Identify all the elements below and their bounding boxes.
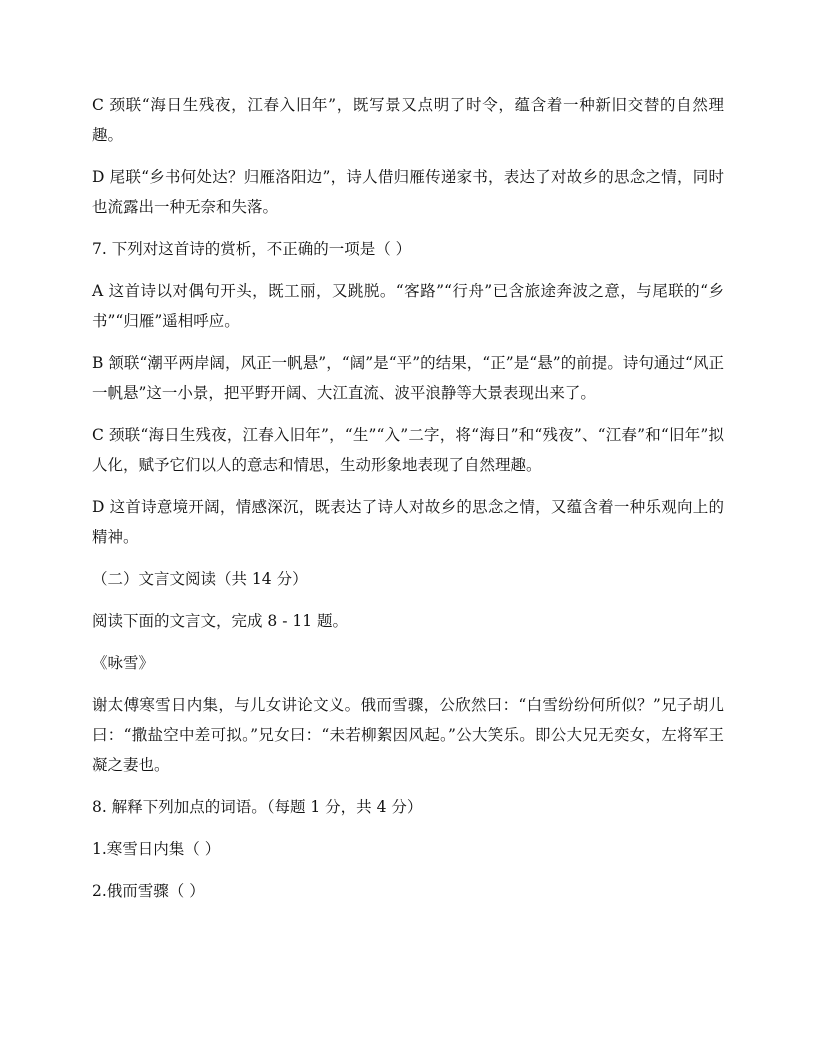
document-page [92, 90, 724, 918]
question-7-option-a: A 这首诗以对偶句开头，既工丽，又跳脱。“客路”“行舟”已含旅途奔波之意，与尾联的“乡书”“归雁”遥相呼应。 [92, 282, 724, 330]
question-8-stem: 8. 解释下列加点的词语。（每题 1 分，共 4 分） [92, 798, 423, 816]
section-heading-classical-chinese: （二）文言文阅读（共 14 分） [92, 570, 308, 588]
option-d-analysis: D 尾联“乡书何处达？归雁洛阳边”，诗人借归雁传递家书，表达了对故乡的思念之情，同时也流露出一种无奈和失落。 [92, 168, 724, 216]
question-7-stem: 7. 下列对这首诗的赏析，不正确的一项是（ ） [92, 240, 412, 258]
passage-title: 《咏雪》 [92, 654, 155, 672]
question-8-item-1: 1.寒雪日内集（ ） [92, 840, 221, 858]
option-c-analysis: C 颈联“海日生残夜，江春入旧年”，既写景又点明了时令，蕴含着一种新旧交替的自然理趣。 [92, 96, 724, 144]
passage-body: 谢太傅寒雪日内集，与儿女讲论文义。俄而雪骤，公欣然曰：“白雪纷纷何所似？”兄子胡儿曰：“撒盐空中差可拟。”兄女曰：“未若柳絮因风起。”公大笑乐。即公大兄无奕女，左将军王凝之妻也。 [92, 696, 724, 774]
question-7-option-d: D 这首诗意境开阔，情感深沉，既表达了诗人对故乡的思念之情，又蕴含着一种乐观向上的精神。 [92, 498, 724, 546]
question-8-item-2: 2.俄而雪骤（ ） [92, 882, 205, 900]
question-7-option-c: C 颈联“海日生残夜，江春入旧年”，“生”“入”二字，将“海日”和“残夜”、“江春”和“旧年”拟人化，赋予它们以人的意志和情思，生动形象地表现了自然理趣。 [92, 426, 724, 474]
question-7-option-b: B 颔联“潮平两岸阔，风正一帆悬”，“阔”是“平”的结果，“正”是“悬”的前提。诗句通过“风正一帆悬”这一小景，把平野开阔、大江直流、波平浪静等大景表现出来了。 [92, 354, 724, 402]
reading-instruction: 阅读下面的文言文，完成 8 - 11 题。 [92, 612, 349, 630]
